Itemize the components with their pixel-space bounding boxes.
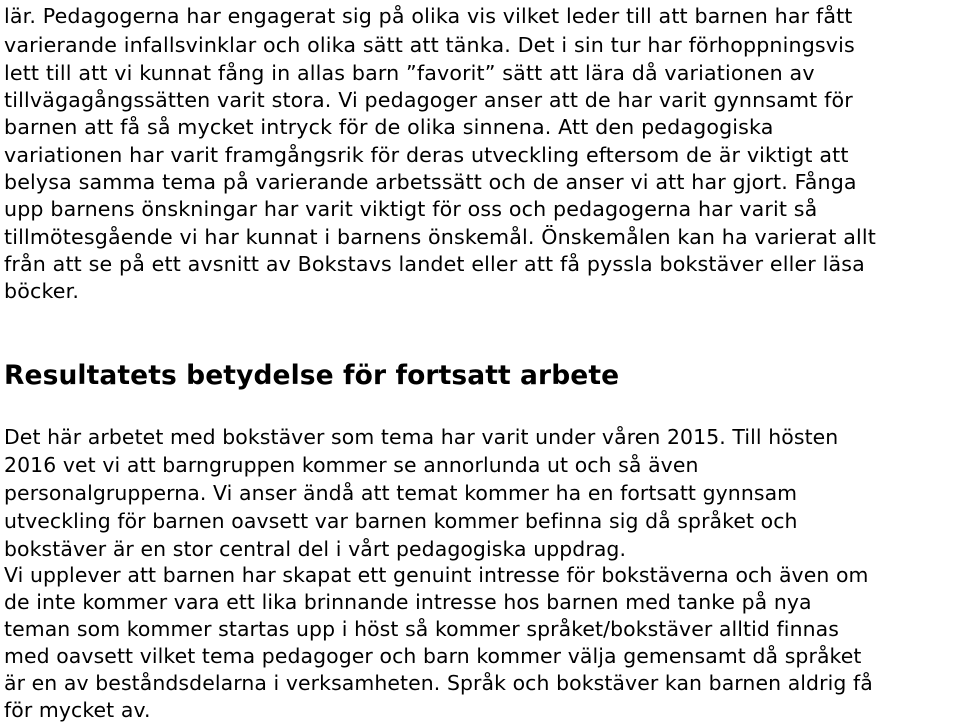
paragraph-line: Det här arbetet med bokstäver som tema har varit under våren 2015. Till hösten [4, 425, 839, 449]
paragraph-line: Vi upplever att barnen har skapat ett genuint intresse för bokstäverna och även om [4, 563, 869, 587]
paragraph-line: belysa samma tema på varierande arbetssätt och de anser vi att har gjort. Fånga [4, 170, 857, 194]
paragraph-line: böcker. [4, 279, 80, 303]
paragraph-line: de inte kommer vara ett lika brinnande intresse hos barnen med tanke på nya [4, 590, 812, 614]
paragraph-line: för mycket av. [4, 698, 151, 722]
paragraph-line: bokstäver är en stor central del i vårt pedagogiska uppdrag. [4, 537, 627, 561]
paragraph-line: variationen har varit framgångsrik för deras utveckling eftersom de är viktigt att [4, 143, 849, 167]
paragraph-line: lett till att vi kunnat fång in allas barn ”favorit” sätt att lära då variationen av [4, 61, 815, 85]
section-heading: Resultatets betydelse för fortsatt arbete [4, 360, 620, 391]
paragraph-line: tillmötesgående vi har kunnat i barnens önskemål. Önskemålen kan ha varierat allt [4, 225, 876, 249]
paragraph-line: personalgrupperna. Vi anser ändå att temat kommer ha en fortsatt gynnsam [4, 481, 798, 505]
paragraph-line: är en av beståndsdelarna i verksamheten. Språk och bokstäver kan barnen aldrig få [4, 671, 873, 695]
paragraph-line: lär. Pedagogerna har engagerat sig på olika vis vilket leder till att barnen har fått [4, 4, 853, 28]
paragraph-line: varierande infallsvinklar och olika sätt att tänka. Det i sin tur har förhoppningsvis [4, 33, 855, 57]
paragraph-line: barnen att få så mycket intryck för de olika sinnena. Att den pedagogiska [4, 115, 774, 139]
paragraph-line: upp barnens önskningar har varit viktigt för oss och pedagogerna har varit så [4, 197, 818, 221]
paragraph-line: tillvägagångssätten varit stora. Vi pedagoger anser att de har varit gynnsamt för [4, 88, 853, 112]
paragraph-line: med oavsett vilket tema pedagoger och barn kommer välja gemensamt då språket [4, 644, 862, 668]
paragraph-line: teman som kommer startas upp i höst så kommer språket/bokstäver alltid finnas [4, 617, 839, 641]
paragraph-line: från att se på ett avsnitt av Bokstavs landet eller att få pyssla bokstäver eller läsa [4, 252, 865, 276]
paragraph-line: 2016 vet vi att barngruppen kommer se annorlunda ut och så även [4, 453, 699, 477]
paragraph-line: utveckling för barnen oavsett var barnen kommer befinna sig då språket och [4, 509, 798, 533]
